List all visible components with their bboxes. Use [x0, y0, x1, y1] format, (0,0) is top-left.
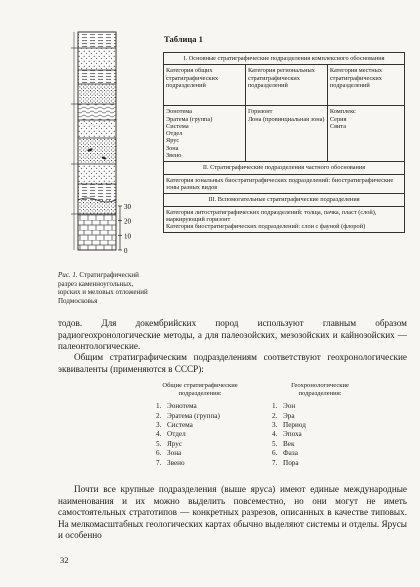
table-section-3-title: III. Вспомогательные стратиграфические подразделения	[164, 194, 405, 206]
table-item: Комплекс	[329, 108, 356, 116]
table-item: Звено	[166, 152, 182, 160]
list-item: 2. Эра	[272, 411, 295, 420]
list-item: 5. Ярус	[156, 439, 183, 448]
general-units-items	[150, 402, 250, 468]
figure-caption	[58, 271, 150, 305]
stratigraphic-column-figure	[58, 30, 148, 268]
table-item: Свита	[329, 122, 347, 130]
scale-label-20: 20	[124, 217, 131, 226]
stratigraphic-units-table	[163, 52, 405, 233]
list-item: 7. Звено	[156, 458, 185, 467]
table-item: Система	[166, 122, 189, 130]
column-items-local	[327, 106, 404, 162]
table-item: Отдел	[166, 130, 183, 138]
table-item: Зона	[166, 144, 179, 152]
list-item: 4. Эпоха	[272, 430, 302, 439]
list-item: 3. Система	[156, 421, 193, 429]
scale-label-10: 10	[124, 232, 131, 241]
table-section-3-text	[164, 206, 405, 233]
geochronological-units-items	[270, 402, 370, 468]
table-item: Эонотема	[166, 108, 193, 116]
table-label: Таблица 1	[164, 34, 203, 44]
list-item: 5. Век	[272, 439, 295, 448]
table-item: Эратема (группа)	[166, 115, 213, 123]
table-item: Лона (провинциальная зона)	[247, 115, 325, 123]
column-header-general: Категория общих стратиграфических подразделений	[164, 65, 246, 106]
scale-label-0: 0	[124, 247, 128, 255]
table-section-3-lithostrat: Категория литостратиграфических подразделений: толща, пачка, пласт (слой), маркирующий горизонт	[166, 208, 377, 223]
page-number: 32	[60, 555, 69, 565]
figure-caption-label: Рис. 1.	[58, 271, 78, 279]
geochronological-units-header: Геохронологические подразделения:	[291, 382, 349, 397]
scale-label-30: 30	[124, 203, 131, 211]
table-item: Ярус	[166, 137, 180, 145]
list-item: 1. Эонотема	[156, 402, 197, 411]
list-item: 7. Пора	[272, 458, 299, 467]
list-item: 2. Эратема (группа)	[156, 411, 220, 420]
paragraph-equivalents-intro: Общим стратиграфическим подразделениям соответствуют геохронологические эквиваленты (применяются в СССР):	[58, 352, 407, 374]
list-item: 6. Фаза	[272, 449, 298, 458]
general-units-list	[150, 382, 250, 468]
table-section-3-biostrat: Категория биостратиграфических подразделений: слои с фауной (флорой)	[166, 223, 366, 231]
general-units-header: Общие стратиграфические подразделения:	[162, 382, 238, 397]
table-section-1-title: I. Основные стратиграфические подразделения комплексного обоснования	[164, 53, 405, 65]
table-section-2-title: II. Стратиграфические подразделения частного обоснования	[164, 162, 405, 174]
table-item: Горизонт	[247, 108, 273, 116]
table-item: Серия	[329, 115, 347, 123]
paragraph-continuation: тодов. Для докембрийских пород используют главным образом радиогеохронологические методы, а для палеозойских, мезозойских и кайнозойских — палеонтологические.	[58, 318, 407, 352]
list-item: 6. Зона	[156, 449, 182, 458]
list-item: 4. Отдел	[156, 430, 186, 439]
column-header-regional: Категория региональных стратиграфических подразделений	[245, 65, 327, 106]
list-item: 3. Период	[272, 421, 306, 429]
stratigraphic-column-drawing	[58, 30, 148, 268]
column-items-general	[164, 106, 246, 162]
table-section-2-text: Категория зональных биостратиграфических подразделений: биостратиграфические зоны разных видов	[164, 174, 405, 194]
list-item: 1. Эон	[272, 402, 296, 411]
figure-caption-text: Стратиграфический разрез каменноугольных, юрских и меловых отложений Подмосковья	[58, 271, 148, 305]
column-header-local: Категория местных стратиграфических подразделений	[327, 65, 404, 106]
paragraph-international-names: Почти все крупные подразделения (выше яруса) имеют единые международные наименования и их можно выделить повсеместно, но они могут не иметь самостоятельных стратотипов — конкретных разрезов, описанных в качестве типовых. На мелкомасштабных геологических картах обычно выделяют системы и отделы. Ярусы и особенно	[58, 484, 407, 541]
column-items-regional	[245, 106, 327, 162]
geochronological-units-list	[270, 382, 370, 468]
